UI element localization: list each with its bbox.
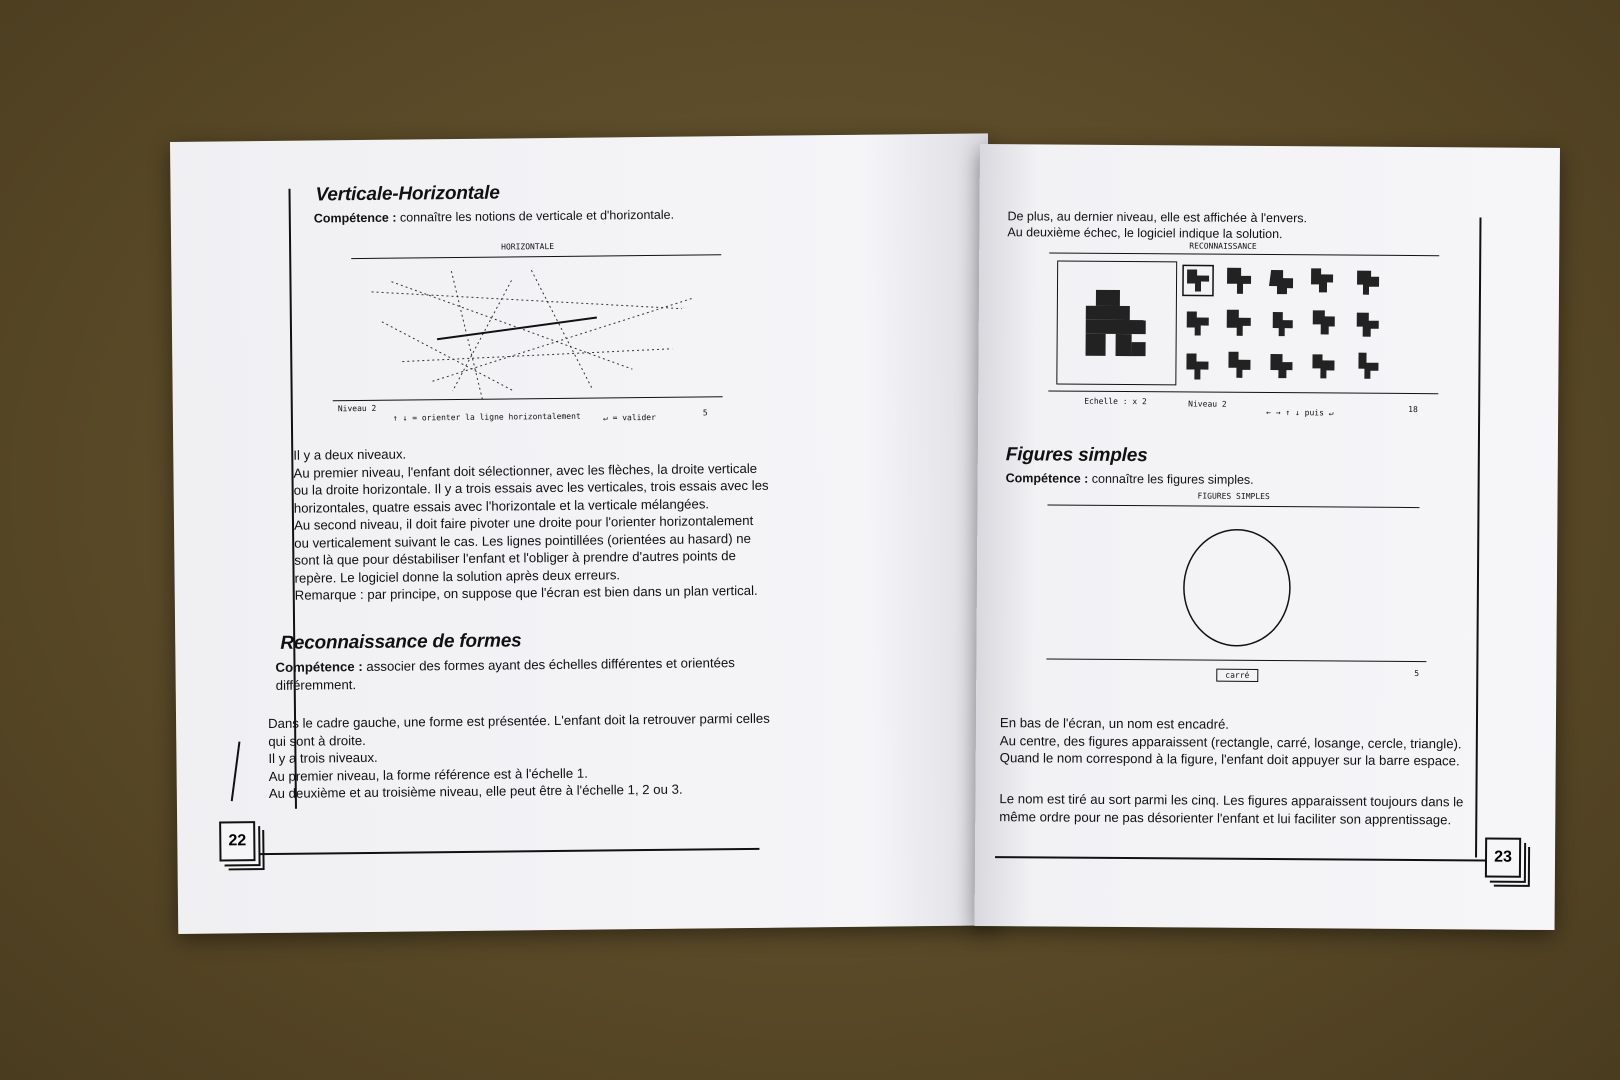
paragraph: Quand le nom correspond à la figure, l'enfant doit appuyer sur la barre espace. [999, 750, 1460, 769]
screen-level: Niveau 2 [1188, 399, 1227, 409]
reference-frame [1056, 261, 1177, 386]
screen-figures-simples [1046, 486, 1447, 689]
screen-hint: ← → ↑ ↓ puis ↵ [1266, 408, 1334, 418]
screen-level: Niveau 2 [337, 403, 377, 414]
paragraph: Dans le cadre gauche, une forme est présentée. L'enfant doit la retrouver parmi celles qui sont à droite. [268, 710, 770, 749]
paragraph: De plus, au dernier niveau, elle est affichée à l'envers. [1007, 209, 1308, 226]
open-booklet [160, 138, 1512, 938]
paragraph: Au centre, des figures apparaissent (rectangle, carré, losange, cercle, triangle). [999, 732, 1462, 751]
paragraph: Il y a trois niveaux. [268, 749, 378, 767]
left-bottom-rule [259, 848, 759, 855]
paragraph: Au deuxième et au troisième niveau, elle peut être à l'échelle 1, 2 ou 3. [268, 781, 683, 802]
page-number-right: 23 [1485, 838, 1521, 878]
paragraph: Au second niveau, il doit faire pivoter une droite pour l'orienter horizontalement ou verticalement suivant le cas. Les lignes pointillées (orientées au hasard) ne sont là que pour déstabiliser l'enfant et l'obliger à prendre d'autres points de repère. Le logiciel donne la solution après deux erreurs. [293, 512, 754, 586]
paragraph: En bas de l'écran, un nom est encadré. [999, 715, 1230, 732]
screen-title: RECONNAISSANCE [1189, 241, 1257, 251]
paragraph: Remarque : par principe, on suppose que l'écran est bien dans un plan vertical. [294, 582, 758, 603]
paragraph: Au premier niveau, l'enfant doit sélectionner, avec les flèches, la droite verticale ou la droite horizontale. Il y a trois essais avec les verticales, trois essais avec les horizontales, quatre essais avec l'horizontale et la verticale mélangées. [293, 460, 769, 516]
screen-scale: Echelle : x 2 [1084, 396, 1147, 407]
screen-bottom-line [1046, 658, 1426, 662]
page-right [975, 144, 1560, 930]
page-left [170, 133, 996, 934]
section-title-reconnaissance: Reconnaissance de formes [280, 630, 522, 654]
screen-title: FIGURES SIMPLES [1197, 491, 1270, 502]
figures-body [1000, 714, 1480, 770]
verticale-body [293, 442, 770, 604]
screen-horizontale [331, 236, 733, 430]
competence-reconnaissance: Compétence : associer des formes ayant des échelles différentes et orientées différemment. [275, 655, 735, 693]
candidate-shapes-grid [1180, 263, 1417, 395]
screen-hint: ↑ ↓ = orienter la ligne horizontalement [392, 411, 581, 423]
page-number-left: 22 [219, 821, 255, 861]
section-title-figures: Figures simples [1005, 444, 1148, 467]
screen-title: HORIZONTALE [501, 241, 555, 252]
figures-closing: Le nom est tiré au sort parmi les cinq. Les figures apparaissent toujours dans le même ordre pour ne pas désorienter l'enfant et lui faciliter son apprentissage. [999, 791, 1464, 827]
left-margin-rule-lower [231, 741, 241, 801]
paragraph: Au premier niveau, la forme référence est à l'échelle 1. [268, 765, 588, 784]
section-title-verticale: Verticale-Horizontale [315, 182, 500, 206]
screen-top-line [1047, 504, 1419, 508]
screen-top-line [1049, 252, 1439, 256]
competence-verticale: Compétence : connaître les notions de verticale et d'horizontale. [313, 207, 675, 226]
screen-count: 18 [1408, 404, 1418, 415]
screen-count: 5 [1414, 669, 1420, 679]
screen-validate: ↵ = valider [602, 412, 656, 423]
reconnaissance-body [268, 710, 774, 803]
intro [1007, 208, 1477, 243]
screen-count: 5 [702, 408, 708, 418]
competence-figures: Compétence : connaître les figures simples. [1005, 471, 1254, 487]
right-bottom-rule [995, 856, 1485, 861]
circle-figure [1180, 527, 1301, 652]
reference-shape [1057, 262, 1176, 385]
paragraph: Il y a deux niveaux. [293, 446, 407, 463]
screen-reconnaissance [1048, 240, 1449, 423]
paragraph: Au deuxième échec, le logiciel indique la solution. [1007, 225, 1283, 242]
figure-name-label: carré [1216, 669, 1258, 682]
